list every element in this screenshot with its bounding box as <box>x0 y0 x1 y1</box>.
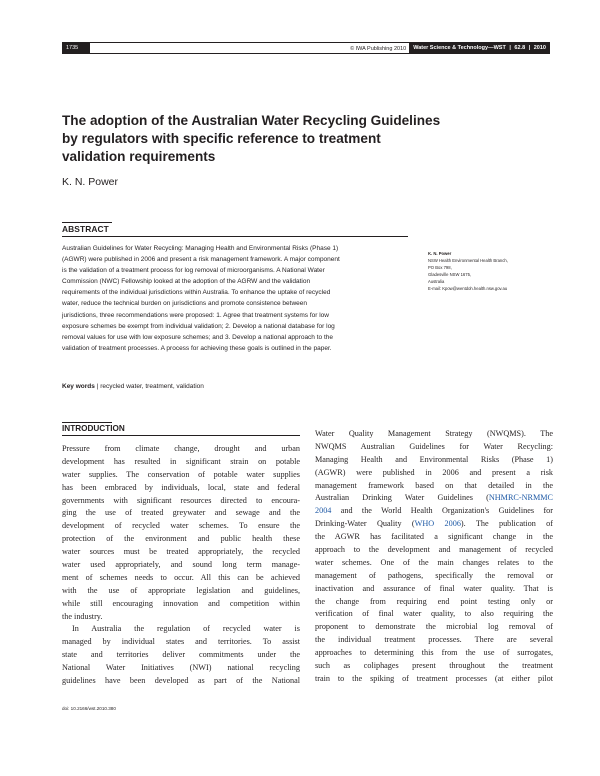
affiliation-name: K. N. Power <box>428 251 452 256</box>
body-line: governments with significant resources directed to encoura- <box>62 495 300 505</box>
author-name: K. N. Power <box>62 176 119 188</box>
affiliation-address <box>428 257 558 292</box>
body-line: such as coliphages present throughout the treatment <box>315 661 553 671</box>
body-line: has been embraced by individuals, local, state and federal <box>62 482 300 492</box>
abstract-line: requirements of the individual jurisdictions within Australia. To enhance the uptake of recycled <box>62 289 331 297</box>
body-text: Drinking-Water Quality ( <box>315 519 415 529</box>
body-line: (AGWR) were published in 2006 and present a risk <box>315 467 553 477</box>
body-line: protection of the environment and public health these <box>62 534 300 544</box>
abstract-line: removal values for use with low exposure schemes; and 3. Develop a national approach to the <box>62 333 333 341</box>
body-text: Australian Drinking Water Guidelines ( <box>315 493 489 503</box>
affiliation-line: PO Box 798, <box>428 265 452 271</box>
running-header <box>62 42 550 54</box>
publisher-line: © IWA Publishing 2010 <box>90 42 409 54</box>
body-line: approach to the development and management of recycled <box>315 545 553 555</box>
body-line: while still encouraging innovation and competition within <box>62 598 300 608</box>
intro-rule-bottom <box>62 435 300 436</box>
abstract-line: exposure schemes be exempt from individual validation; 2. Develop a national database for log <box>62 322 335 330</box>
page-number: 1735 <box>62 42 90 54</box>
keywords-separator: | <box>96 383 99 390</box>
body-line: water used appropriately, and sound long term manage- <box>62 560 300 570</box>
journal-badge: Water Science & Technology—WST | 62.8 | 2010 <box>409 42 550 54</box>
affiliation-line: E-mail: Kpow@wentdoh.health.nsw.gov.au <box>428 286 508 292</box>
keywords-line <box>62 381 408 392</box>
keywords-label: Key words <box>62 383 95 390</box>
body-line: In Australia the regulation of recycled water is <box>72 624 300 634</box>
abstract-line: is the validation of a treatment process for log removal of microorganisms. A National Water <box>62 267 325 275</box>
body-column-right <box>315 428 553 686</box>
journal-name: Water Science & Technology—WST <box>413 45 506 51</box>
body-line: proponent to demonstrate the microbial log removal of <box>315 622 553 632</box>
body-line <box>315 492 553 505</box>
body-line: inactivation and assurance of final water quality. That is <box>315 583 553 593</box>
body-line: state and territories deliver commitments under the <box>62 650 300 660</box>
journal-year: 2010 <box>533 45 546 51</box>
abstract-line: Commission (NWC) Fellowship looked at the adoption of the AGRW and the validation <box>62 278 311 286</box>
journal-volume: 62.8 <box>514 45 526 51</box>
body-line <box>315 518 553 531</box>
body-line: the individual treatment processes. There are several <box>315 635 553 645</box>
paper-title: The adoption of the Australian Water Recycling Guidelines by regulators with specific reference to treatment validation requirements <box>62 113 441 164</box>
body-line: Pressure from climate change, drought and urban <box>62 444 300 453</box>
reference-link[interactable]: WHO 2006 <box>414 519 461 529</box>
body-line: water schemes. One of the main changes relates to the <box>315 557 553 567</box>
intro-rule-top <box>62 422 112 423</box>
body-line: verification of final water quality, to also requiring the <box>315 609 553 619</box>
body-line: water sources must be treated appropriately, the recycled <box>62 547 300 557</box>
doi-line: doi: 10.2166/wst.2010.380 <box>62 706 116 711</box>
abstract-body <box>62 243 408 354</box>
body-line: development of recycled water schemes. To ensure the <box>62 521 300 531</box>
introduction-heading: INTRODUCTION <box>62 424 125 433</box>
abstract-line: jurisdictions, three recommendations were proposed: 1. Agree that treatment systems for low <box>62 311 329 319</box>
reference-link[interactable]: NHMRC-NRMMC <box>488 493 553 503</box>
body-line: NWQMS Australian Guidelines for Water Recycling: <box>315 441 553 451</box>
body-line: water supplies. The conservation of potable water supplies <box>62 469 300 479</box>
body-text: ). The publication of <box>460 519 553 529</box>
author-affiliation <box>428 250 558 293</box>
abstract-line: (AGWR) were published in 2006 and present a risk management framework. A major component <box>62 256 340 264</box>
body-line: approaches to determining this from the use of surrogates, <box>315 648 553 658</box>
body-line: management framework based on that detailed in the <box>315 480 553 490</box>
body-column-left <box>62 443 300 688</box>
body-line: ging the use of treated greywater and sewage and the <box>62 508 300 518</box>
body-line: the change from requiring end point testing only or <box>315 596 553 606</box>
body-line: managed by individual states and territories. To assist <box>62 637 300 647</box>
body-text: and the World Health Organization's Guidelines for <box>331 506 553 516</box>
affiliation-line: NSW Health Environmental Health Branch, <box>428 258 508 264</box>
abstract-line: Australian Guidelines for Water Recycling: Managing Health and Environmental Risks (Phase 1) <box>62 245 339 252</box>
affiliation-line: Australia <box>428 279 445 285</box>
affiliation-line: Gladesville NSW 1675, <box>428 272 472 278</box>
body-line: guidelines have been developed as part of the National <box>62 676 300 686</box>
body-line: Water Quality Management Strategy (NWQMS). The <box>315 429 553 438</box>
body-line <box>315 505 553 518</box>
reference-link[interactable]: 2004 <box>315 506 332 516</box>
body-line: the AGWR has facilitated a significant change in the <box>315 532 553 542</box>
body-line: management of pathogens, specifically the removal or <box>315 570 553 580</box>
body-line: the industry. <box>62 611 103 621</box>
keywords-text: recycled water, treatment, validation <box>100 383 204 390</box>
body-line: National Water Initiatives (NWI) national recycling <box>62 663 300 673</box>
abstract-heading: ABSTRACT <box>62 224 109 234</box>
body-line: train to the spiking of treatment processes (at either pilot <box>315 673 553 683</box>
body-line: Managing Health and Environmental Risks (Phase 1) <box>315 454 553 464</box>
body-line: with the use of appropriate legislation and guidelines, <box>62 585 300 595</box>
abstract-line: water, reduce the technical burden on jurisdictions and promote consistence between <box>62 300 307 308</box>
abstract-line: validation of treatment processes. A process for achieving these goals is outlined in the paper. <box>62 344 332 352</box>
abstract-rule-bottom <box>62 236 408 237</box>
body-line: development has resulted in significant strain on potable <box>62 456 300 466</box>
body-line: ment of schemes needs to occur. All this can be achieved <box>62 572 300 582</box>
abstract-rule-top <box>62 222 112 223</box>
